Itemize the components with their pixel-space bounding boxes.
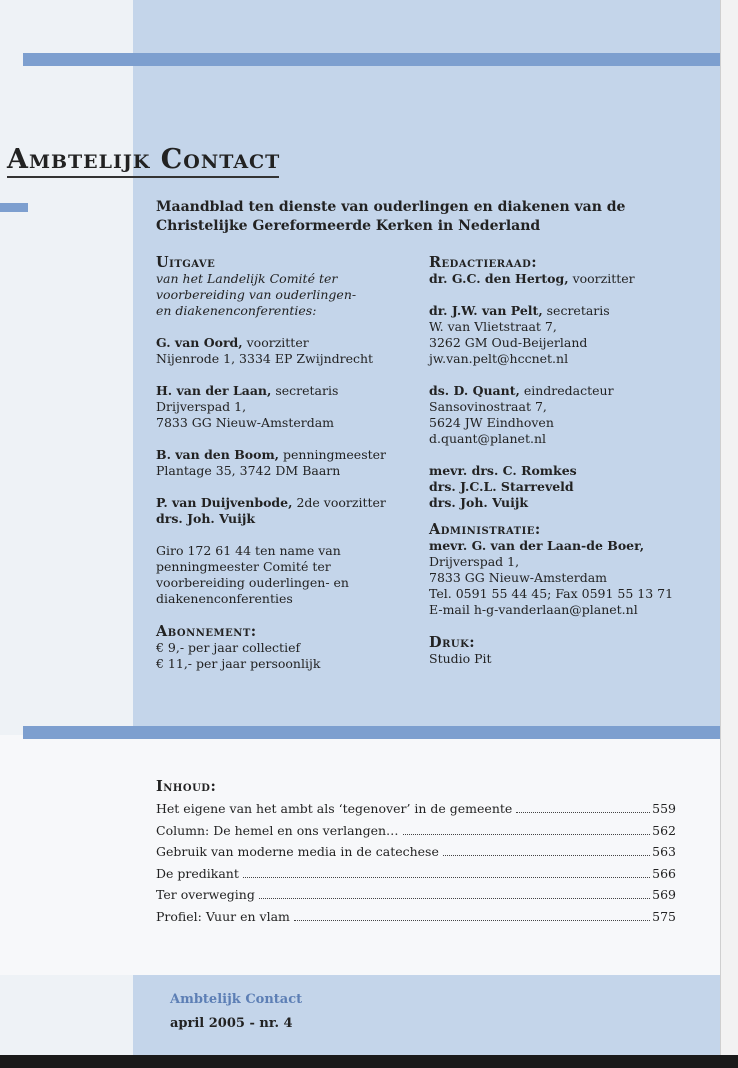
toc-title: Column: De hemel en ons verlangen… [156, 822, 399, 838]
member-name: G. van Oord, [156, 335, 243, 350]
member-name: H. van der Laan, [156, 383, 272, 398]
footer-publication-name: Ambtelijk Contact [170, 992, 303, 1007]
abonnement-line: € 9,- per jaar collectief [156, 640, 301, 655]
toc-leader [403, 834, 651, 835]
redactieraad-heading: Redactieraad: [429, 254, 538, 271]
member-name: dr. J.W. van Pelt, [429, 303, 543, 318]
member-address: Plantage 35, 3742 DM Baarn [156, 463, 341, 478]
middle-divider-band [23, 726, 720, 739]
member-name: B. van den Boom, [156, 447, 280, 462]
member-name: ds. D. Quant, [429, 383, 520, 398]
administratie-phone: Tel. 0591 55 44 45; Fax 0591 55 13 71 [429, 586, 674, 601]
footer-blue-panel [133, 975, 720, 1055]
uitgave-heading: Uitgave [156, 254, 216, 271]
member-entry [429, 303, 719, 319]
toc-leader [294, 920, 650, 921]
abonnement-heading: Abonnement: [156, 623, 257, 640]
colophon-left-column [156, 254, 406, 672]
member-entry [156, 447, 406, 463]
toc-page: 566 [652, 865, 676, 881]
masthead-underline [7, 176, 279, 178]
toc-page: 559 [652, 801, 676, 816]
inhoud-heading: Inhoud: [156, 778, 217, 795]
member-name: drs. Joh. Vuijk [156, 511, 256, 526]
member-name: P. van Duijvenbode, [156, 495, 293, 510]
member-entry [156, 335, 406, 351]
member-entry [156, 495, 406, 511]
member-name: drs. Joh. Vuijk [429, 495, 529, 510]
toc-entry[interactable] [156, 823, 676, 845]
member-address: 5624 JW Eindhoven [429, 415, 554, 430]
toc-title: Profiel: Vuur en vlam [156, 908, 290, 924]
administratie-name: mevr. G. van der Laan-de Boer, [429, 538, 645, 553]
druk-value: Studio Pit [429, 651, 492, 666]
toc-leader [243, 877, 650, 878]
administratie-heading: Administratie: [429, 521, 541, 538]
page-bottom-edge [0, 1055, 738, 1068]
uitgave-intro-line: en diakenenconferenties: [156, 303, 317, 318]
member-email: d.quant@planet.nl [429, 431, 546, 446]
administratie-line: 7833 GG Nieuw-Amsterdam [429, 570, 608, 585]
top-divider-band [23, 53, 720, 66]
administratie-email: E-mail h-g-vanderlaan@planet.nl [429, 602, 638, 617]
toc-entry[interactable] [156, 887, 676, 909]
druk-heading: Druk: [429, 634, 476, 651]
uitgave-intro-line: voorbereiding van ouderlingen- [156, 287, 357, 302]
footer-left-strip [0, 975, 133, 1055]
left-margin-strip [0, 0, 133, 735]
colophon-right-column [429, 254, 719, 667]
toc-leader [443, 855, 650, 856]
member-entry [429, 383, 719, 399]
toc-page: 569 [652, 887, 676, 902]
abonnement-line: € 11,- per jaar persoonlijk [156, 656, 321, 671]
administratie-line: Drijverspad 1, [429, 554, 520, 569]
toc-leader [516, 812, 650, 813]
member-address: Sansovinostraat 7, [429, 399, 547, 414]
toc-title: Ter overweging [156, 887, 255, 902]
toc-page: 575 [652, 908, 676, 924]
toc-title: Gebruik van moderne media in de catechese [156, 844, 439, 859]
giro-line: Giro 172 61 44 ten name van [156, 543, 341, 558]
masthead-title: Ambtelijk Contact [7, 144, 281, 175]
member-address: W. van Vlietstraat 7, [429, 319, 557, 334]
member-address: 7833 GG Nieuw-Amsterdam [156, 415, 335, 430]
toc-entry[interactable] [156, 866, 676, 888]
member-role: 2de voorzitter [292, 495, 386, 510]
toc-leader [259, 898, 650, 899]
member-address: Drijverspad 1, [156, 399, 247, 414]
toc-entry[interactable] [156, 801, 676, 823]
side-marker [0, 203, 28, 212]
giro-line: voorbereiding ouderlingen- en [156, 575, 349, 590]
toc-title: Het eigene van het ambt als ‘tegenover’ in de gemeente [156, 801, 513, 816]
member-entry [156, 383, 406, 399]
giro-line: diakenenconferenties [156, 591, 293, 606]
member-role: voorzitter [568, 271, 635, 286]
member-email: jw.van.pelt@hccnet.nl [429, 351, 569, 366]
subtitle: Maandblad ten dienste van ouderlingen en diakenen van de Christelijke Gereformeerde Kerken in Nederland [156, 199, 626, 234]
toc-title: De predikant [156, 865, 239, 881]
member-address: 3262 GM Oud-Beijerland [429, 335, 588, 350]
toc-entry[interactable] [156, 844, 676, 866]
member-role: secretaris [542, 303, 610, 318]
toc-page: 562 [652, 822, 676, 838]
member-name: dr. G.C. den Hertog, [429, 271, 569, 286]
toc-page: 563 [652, 844, 676, 859]
member-name: mevr. drs. C. Romkes [429, 463, 577, 478]
table-of-contents [156, 801, 676, 930]
toc-entry[interactable] [156, 909, 676, 931]
page-right-edge [720, 0, 738, 1068]
member-address: Nijenrode 1, 3334 EP Zwijndrecht [156, 351, 374, 366]
member-role: eindredacteur [519, 383, 614, 398]
footer-issue-date: april 2005 - nr. 4 [170, 1016, 293, 1031]
member-role: secretaris [271, 383, 339, 398]
uitgave-intro-line: van het Landelijk Comité ter [156, 271, 338, 286]
giro-line: penningmeester Comité ter [156, 559, 331, 574]
member-entry [429, 271, 719, 287]
member-role: penningmeester [279, 447, 387, 462]
member-name: drs. J.C.L. Starreveld [429, 479, 574, 494]
member-role: voorzitter [242, 335, 309, 350]
